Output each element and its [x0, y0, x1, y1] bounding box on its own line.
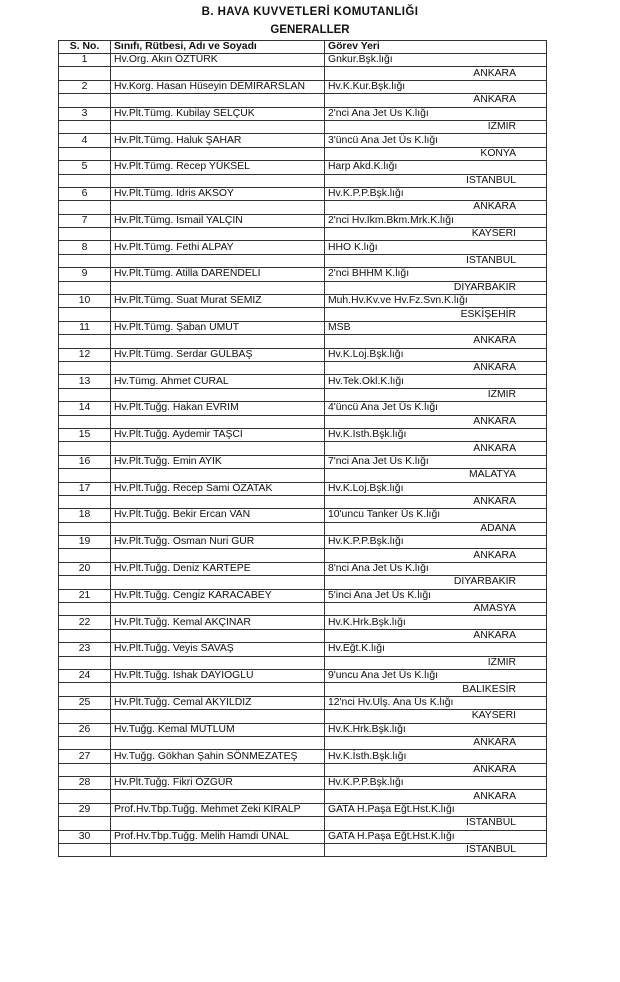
row-name: Hv.Plt.Tümg. İsmail YALÇIN	[111, 214, 325, 227]
empty-cell	[111, 308, 325, 321]
table-row-location	[59, 120, 547, 133]
row-city: BALIKESİR	[325, 683, 547, 696]
empty-cell	[59, 201, 111, 214]
table-row	[59, 669, 547, 682]
row-city: ANKARA	[325, 549, 547, 562]
empty-cell	[111, 388, 325, 401]
row-city: KAYSERİ	[325, 228, 547, 241]
row-name: Hv.Plt.Tuğg. Deniz KARTEPE	[111, 562, 325, 575]
table-row-location	[59, 790, 547, 803]
empty-cell	[59, 495, 111, 508]
row-post: Hv.K.Loj.Bşk.lığı	[325, 348, 547, 361]
row-post: Muh.Hv.Kv.ve Hv.Fz.Svn.K.lığı	[325, 295, 547, 308]
table-row-location	[59, 201, 547, 214]
empty-cell	[111, 549, 325, 562]
table-row	[59, 696, 547, 709]
table-row	[59, 268, 547, 281]
row-post: Hv.K.Hrk.Bşk.lığı	[325, 723, 547, 736]
table-row-location	[59, 94, 547, 107]
row-name: Hv.Plt.Tümg. Serdar GÜLBAŞ	[111, 348, 325, 361]
row-name: Hv.Plt.Tümg. Fethi ALPAY	[111, 241, 325, 254]
table-row	[59, 428, 547, 441]
empty-cell	[111, 790, 325, 803]
empty-cell	[111, 736, 325, 749]
empty-cell	[59, 817, 111, 830]
row-number: 24	[59, 669, 111, 682]
empty-cell	[59, 469, 111, 482]
row-post: Hv.Tek.Okl.K.lığı	[325, 375, 547, 388]
empty-cell	[59, 174, 111, 187]
empty-cell	[59, 763, 111, 776]
row-name: Hv.Plt.Tuğg. Kemal AKÇINAR	[111, 616, 325, 629]
row-number: 22	[59, 616, 111, 629]
row-city: ANKARA	[325, 67, 547, 80]
row-number: 5	[59, 161, 111, 174]
row-city: ANKARA	[325, 629, 547, 642]
row-number: 10	[59, 295, 111, 308]
row-city: ANKARA	[325, 94, 547, 107]
table-row	[59, 214, 547, 227]
empty-cell	[59, 388, 111, 401]
row-post: 2'nci BHHM K.lığı	[325, 268, 547, 281]
table-row	[59, 803, 547, 816]
table-row	[59, 241, 547, 254]
empty-cell	[59, 549, 111, 562]
table-row	[59, 348, 547, 361]
row-name: Hv.Plt.Tümg. İdris AKSOY	[111, 187, 325, 200]
empty-cell	[111, 201, 325, 214]
row-name: Hv.Tuğg. Kemal MUTLUM	[111, 723, 325, 736]
table-body	[59, 54, 547, 857]
row-name: Hv.Plt.Tuğg. Cengiz KARACABEY	[111, 589, 325, 602]
table-row-location	[59, 442, 547, 455]
empty-cell	[111, 361, 325, 374]
row-number: 17	[59, 482, 111, 495]
row-city: İZMİR	[325, 656, 547, 669]
row-post: 5'inci Ana Jet Üs K.lığı	[325, 589, 547, 602]
table-row	[59, 643, 547, 656]
table-row	[59, 375, 547, 388]
table-row-location	[59, 174, 547, 187]
table-row	[59, 54, 547, 67]
empty-cell	[59, 281, 111, 294]
row-number: 14	[59, 402, 111, 415]
row-number: 30	[59, 830, 111, 843]
row-name: Hv.Plt.Tuğg. İshak DAYIOĞLU	[111, 669, 325, 682]
empty-cell	[59, 308, 111, 321]
row-name: Hv.Plt.Tümg. Atilla DARENDELİ	[111, 268, 325, 281]
table-row-location	[59, 469, 547, 482]
row-name: Hv.Org. Akın ÖZTÜRK	[111, 54, 325, 67]
row-city: ANKARA	[325, 763, 547, 776]
empty-cell	[59, 67, 111, 80]
empty-cell	[111, 710, 325, 723]
empty-cell	[111, 656, 325, 669]
row-post: Hv.K.İsth.Bşk.lığı	[325, 428, 547, 441]
row-number: 7	[59, 214, 111, 227]
table-row-location	[59, 710, 547, 723]
row-post: Hv.K.Loj.Bşk.lığı	[325, 482, 547, 495]
table-row-location	[59, 549, 547, 562]
row-number: 13	[59, 375, 111, 388]
row-post: Harp Akd.K.lığı	[325, 161, 547, 174]
empty-cell	[111, 94, 325, 107]
row-number: 3	[59, 107, 111, 120]
row-post: Hv.K.Hrk.Bşk.lığı	[325, 616, 547, 629]
empty-cell	[59, 683, 111, 696]
empty-cell	[59, 361, 111, 374]
empty-cell	[59, 522, 111, 535]
empty-cell	[111, 683, 325, 696]
row-number: 20	[59, 562, 111, 575]
table-row-location	[59, 308, 547, 321]
empty-cell	[111, 415, 325, 428]
row-name: Hv.Plt.Tuğg. Cemal AKYILDIZ	[111, 696, 325, 709]
row-post: Hv.K.İsth.Bşk.lığı	[325, 750, 547, 763]
table-row-location	[59, 415, 547, 428]
empty-cell	[59, 94, 111, 107]
row-number: 26	[59, 723, 111, 736]
row-post: Hv.Eğt.K.lığı	[325, 643, 547, 656]
empty-cell	[111, 67, 325, 80]
empty-cell	[111, 495, 325, 508]
row-post: 8'nci Ana Jet Üs K.lığı	[325, 562, 547, 575]
row-city: DİYARBAKIR	[325, 576, 547, 589]
empty-cell	[59, 656, 111, 669]
row-post: 3'üncü Ana Jet Üs K.lığı	[325, 134, 547, 147]
row-city: MALATYA	[325, 469, 547, 482]
empty-cell	[59, 415, 111, 428]
row-post: 10'uncu Tanker Üs K.lığı	[325, 509, 547, 522]
empty-cell	[111, 228, 325, 241]
table-row-location	[59, 683, 547, 696]
row-city: AMASYA	[325, 603, 547, 616]
empty-cell	[59, 710, 111, 723]
table-row-location	[59, 576, 547, 589]
table-row	[59, 536, 547, 549]
table-row-location	[59, 522, 547, 535]
table-row	[59, 482, 547, 495]
empty-cell	[111, 254, 325, 267]
header-post: Görev Yeri	[325, 41, 547, 54]
generals-table	[58, 40, 547, 857]
table-row	[59, 589, 547, 602]
row-city: ANKARA	[325, 201, 547, 214]
empty-cell	[111, 281, 325, 294]
empty-cell	[111, 603, 325, 616]
row-city: İSTANBUL	[325, 844, 547, 857]
row-number: 25	[59, 696, 111, 709]
empty-cell	[59, 790, 111, 803]
row-city: ADANA	[325, 522, 547, 535]
table-header-row	[59, 41, 547, 54]
table-row	[59, 830, 547, 843]
table-row-location	[59, 67, 547, 80]
row-post: Hv.K.P.P.Bşk.lığı	[325, 777, 547, 790]
row-post: 12'nci Hv.Ulş. Ana Üs K.lığı	[325, 696, 547, 709]
row-name: Hv.Plt.Tuğg. Aydemir TAŞCI	[111, 428, 325, 441]
row-name: Hv.Tümg. Ahmet CURAL	[111, 375, 325, 388]
empty-cell	[111, 576, 325, 589]
empty-cell	[111, 335, 325, 348]
empty-cell	[59, 736, 111, 749]
empty-cell	[59, 844, 111, 857]
row-city: ANKARA	[325, 415, 547, 428]
row-name: Hv.Plt.Tuğg. Recep Sami ÖZATAK	[111, 482, 325, 495]
row-number: 19	[59, 536, 111, 549]
table-row-location	[59, 228, 547, 241]
row-name: Hv.Plt.Tümg. Suat Murat SEMİZ	[111, 295, 325, 308]
empty-cell	[111, 147, 325, 160]
row-name: Hv.Plt.Tümg. Kubilay SELÇUK	[111, 107, 325, 120]
row-name: Hv.Plt.Tuğg. Osman Nuri GÜR	[111, 536, 325, 549]
empty-cell	[59, 228, 111, 241]
row-post: GATA H.Paşa Eğt.Hst.K.lığı	[325, 803, 547, 816]
row-name: Hv.Plt.Tuğg. Bekir Ercan VAN	[111, 509, 325, 522]
row-post: Hv.K.Kur.Bşk.lığı	[325, 80, 547, 93]
row-name: Hv.Plt.Tümg. Haluk ŞAHAR	[111, 134, 325, 147]
table-row-location	[59, 763, 547, 776]
empty-cell	[59, 254, 111, 267]
row-city: ANKARA	[325, 335, 547, 348]
row-post: 9'uncu Ana Jet Üs K.lığı	[325, 669, 547, 682]
row-city: İZMİR	[325, 120, 547, 133]
row-city: ANKARA	[325, 361, 547, 374]
row-name: Hv.Plt.Tuğg. Veyis SAVAŞ	[111, 643, 325, 656]
table-row	[59, 80, 547, 93]
row-number: 2	[59, 80, 111, 93]
row-number: 28	[59, 777, 111, 790]
table-row-location	[59, 361, 547, 374]
table-row-location	[59, 629, 547, 642]
row-post: MSB	[325, 321, 547, 334]
table-row-location	[59, 656, 547, 669]
table-row	[59, 161, 547, 174]
table-row	[59, 616, 547, 629]
row-name: Prof.Hv.Tbp.Tuğg. Melih Hamdi ÜNAL	[111, 830, 325, 843]
row-city: İSTANBUL	[325, 254, 547, 267]
row-city: ANKARA	[325, 495, 547, 508]
empty-cell	[111, 120, 325, 133]
table-row-location	[59, 495, 547, 508]
row-city: KONYA	[325, 147, 547, 160]
row-number: 21	[59, 589, 111, 602]
row-city: KAYSERİ	[325, 710, 547, 723]
table-row-location	[59, 147, 547, 160]
table-row	[59, 723, 547, 736]
row-number: 12	[59, 348, 111, 361]
empty-cell	[59, 442, 111, 455]
row-city: İSTANBUL	[325, 817, 547, 830]
row-post: Hv.K.P.P.Bşk.lığı	[325, 187, 547, 200]
empty-cell	[111, 844, 325, 857]
header-sno: S. No.	[59, 41, 111, 54]
empty-cell	[59, 147, 111, 160]
table-row-location	[59, 335, 547, 348]
row-post: 2'nci Hv.İkm.Bkm.Mrk.K.lığı	[325, 214, 547, 227]
row-city: DİYARBAKIR	[325, 281, 547, 294]
table-row-location	[59, 388, 547, 401]
table-row	[59, 134, 547, 147]
row-name: Hv.Plt.Tuğg. Hakan EVRİM	[111, 402, 325, 415]
row-name: Hv.Plt.Tümg. Recep YÜKSEL	[111, 161, 325, 174]
empty-cell	[111, 174, 325, 187]
empty-cell	[59, 576, 111, 589]
row-post: HHO K.lığı	[325, 241, 547, 254]
row-number: 9	[59, 268, 111, 281]
empty-cell	[111, 522, 325, 535]
table-row	[59, 321, 547, 334]
table-row-location	[59, 254, 547, 267]
row-number: 15	[59, 428, 111, 441]
table-row-location	[59, 817, 547, 830]
empty-cell	[59, 629, 111, 642]
empty-cell	[111, 469, 325, 482]
row-number: 1	[59, 54, 111, 67]
row-number: 4	[59, 134, 111, 147]
row-name: Hv.Plt.Tuğg. Emin AYIK	[111, 455, 325, 468]
row-number: 11	[59, 321, 111, 334]
document-title: B. HAVA KUVVETLERİ KOMUTANLIĞI	[201, 6, 419, 18]
table-row	[59, 187, 547, 200]
row-number: 8	[59, 241, 111, 254]
table-row-location	[59, 736, 547, 749]
row-name: Hv.Plt.Tuğg. Fikri ÖZGÜR	[111, 777, 325, 790]
empty-cell	[111, 629, 325, 642]
table-row-location	[59, 281, 547, 294]
row-city: ANKARA	[325, 790, 547, 803]
table-row	[59, 777, 547, 790]
table-row	[59, 455, 547, 468]
row-name: Prof.Hv.Tbp.Tuğg. Mehmet Zeki KIRALP	[111, 803, 325, 816]
empty-cell	[59, 335, 111, 348]
row-number: 27	[59, 750, 111, 763]
empty-cell	[59, 603, 111, 616]
empty-cell	[111, 442, 325, 455]
row-city: ESKİŞEHİR	[325, 308, 547, 321]
row-number: 6	[59, 187, 111, 200]
table-row	[59, 750, 547, 763]
header-name: Sınıfı, Rütbesi, Adı ve Soyadı	[111, 41, 325, 54]
row-post: 7'nci Ana Jet Üs K.lığı	[325, 455, 547, 468]
row-number: 23	[59, 643, 111, 656]
table-row	[59, 509, 547, 522]
document-subtitle: GENERALLER	[270, 24, 350, 36]
table-row-location	[59, 844, 547, 857]
row-name: Hv.Plt.Tümg. Şaban UMUT	[111, 321, 325, 334]
empty-cell	[111, 763, 325, 776]
row-name: Hv.Korg. Hasan Hüseyin DEMİRARSLAN	[111, 80, 325, 93]
table-row	[59, 295, 547, 308]
empty-cell	[59, 120, 111, 133]
row-post: GATA H.Paşa Eğt.Hst.K.lığı	[325, 830, 547, 843]
table-row-location	[59, 603, 547, 616]
row-post: 4'üncü Ana Jet Üs K.lığı	[325, 402, 547, 415]
empty-cell	[111, 817, 325, 830]
row-city: ANKARA	[325, 736, 547, 749]
table-row	[59, 402, 547, 415]
row-number: 29	[59, 803, 111, 816]
row-name: Hv.Tuğg. Gökhan Şahin SÖNMEZATEŞ	[111, 750, 325, 763]
table-row	[59, 107, 547, 120]
table-row	[59, 562, 547, 575]
row-post: Hv.K.P.P.Bşk.lığı	[325, 536, 547, 549]
row-city: İSTANBUL	[325, 174, 547, 187]
row-number: 18	[59, 509, 111, 522]
row-post: Gnkur.Bşk.lığı	[325, 54, 547, 67]
row-number: 16	[59, 455, 111, 468]
row-post: 2'nci Ana Jet Üs K.lığı	[325, 107, 547, 120]
row-city: İZMİR	[325, 388, 547, 401]
row-city: ANKARA	[325, 442, 547, 455]
